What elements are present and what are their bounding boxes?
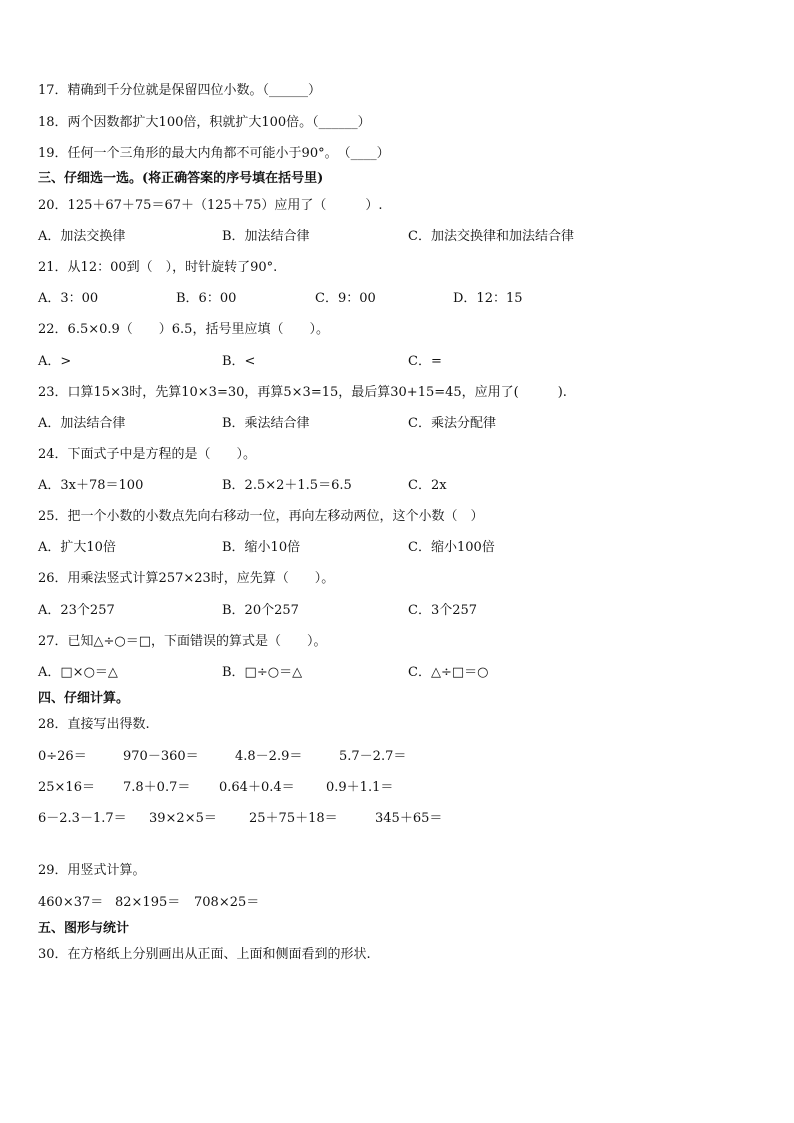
calc-item: 345＋65＝ — [375, 811, 443, 826]
q22-option-b: B．< — [222, 354, 256, 369]
question-27: 27．已知△÷○＝□，下面错误的算式是（ ）。 — [38, 634, 327, 649]
q22-option-c: C．= — [408, 354, 442, 369]
q23-option-c: C．乘法分配律 — [408, 416, 496, 431]
calc-item: 4.8－2.9＝ — [235, 749, 303, 764]
q26-option-c: C．3个257 — [408, 603, 478, 618]
calc-item: 7.8＋0.7＝ — [123, 780, 191, 795]
calc-item: 708×25＝ — [194, 895, 260, 910]
question-30: 30．在方格纸上分别画出从正面、上面和侧面看到的形状. — [38, 947, 371, 962]
q21-option-d: D．12：15 — [453, 291, 523, 306]
question-25: 25．把一个小数的小数点先向右移动一位，再向左移动两位，这个小数（ ） — [38, 509, 484, 524]
calc-item: 0.9＋1.1＝ — [326, 780, 394, 795]
q26-option-a: A．23个257 — [38, 603, 115, 618]
calc-item: 25×16＝ — [38, 780, 95, 795]
q20-option-c: C．加法交换律和加法结合律 — [408, 229, 574, 244]
question-21: 21．从12：00到（ ），时针旋转了90°. — [38, 260, 278, 275]
calc-item: 6－2.3－1.7＝ — [38, 811, 127, 826]
q24-option-c: C．2x — [408, 478, 447, 493]
q26-option-b: B．20个257 — [222, 603, 299, 618]
q20-option-a: A．加法交换律 — [38, 229, 126, 244]
q27-option-c: C．△÷□＝○ — [408, 665, 489, 680]
section-5-heading: 五、图形与统计 — [38, 921, 130, 936]
q25-option-a: A．扩大10倍 — [38, 540, 116, 555]
question-26: 26．用乘法竖式计算257×23时，应先算（ ）。 — [38, 571, 335, 586]
section-3-heading: 三、仔细选一选。(将正确答案的序号填在括号里) — [38, 171, 324, 186]
q20-option-b: B．加法结合律 — [222, 229, 310, 244]
section-4-heading: 四、仔细计算。 — [38, 691, 130, 706]
calc-item: 970－360＝ — [123, 749, 199, 764]
q21-option-c: C．9：00 — [315, 291, 376, 306]
question-24: 24．下面式子中是方程的是（ ）。 — [38, 447, 257, 462]
q24-option-a: A．3x＋78＝100 — [38, 478, 144, 493]
q25-option-b: B．缩小10倍 — [222, 540, 301, 555]
q27-option-a: A．□×○＝△ — [38, 665, 118, 680]
calc-item: 25＋75＋18＝ — [249, 811, 338, 826]
question-17: 17．精确到千分位就是保留四位小数。（______） — [38, 83, 322, 98]
q21-option-b: B．6：00 — [176, 291, 237, 306]
calc-item: 460×37＝ — [38, 895, 104, 910]
calc-item: 0.64＋0.4＝ — [219, 780, 295, 795]
q23-option-a: A．加法结合律 — [38, 416, 126, 431]
question-29: 29．用竖式计算。 — [38, 863, 146, 878]
calc-item: 5.7－2.7＝ — [339, 749, 407, 764]
question-28: 28．直接写出得数. — [38, 717, 150, 732]
question-18: 18．两个因数都扩大100倍，积就扩大100倍。（______） — [38, 115, 371, 130]
question-20: 20．125＋67＋75＝67＋（125＋75）应用了（ ）. — [38, 198, 383, 213]
q21-option-a: A．3：00 — [38, 291, 99, 306]
calc-item: 39×2×5＝ — [149, 811, 217, 826]
question-22: 22．6.5×0.9（ ）6.5，括号里应填（ ）。 — [38, 322, 329, 337]
question-19: 19．任何一个三角形的最大内角都不可能小于90°。 （____） — [38, 146, 390, 161]
question-23: 23．口算15×3时，先算10×3=30，再算5×3=15，最后算30+15=45，应用了( ). — [38, 385, 567, 400]
q25-option-c: C．缩小100倍 — [408, 540, 495, 555]
calc-item: 0÷26＝ — [38, 749, 87, 764]
q24-option-b: B．2.5×2＋1.5＝6.5 — [222, 478, 352, 493]
calc-item: 82×195＝ — [115, 895, 181, 910]
q22-option-a: A．> — [38, 354, 72, 369]
q23-option-b: B．乘法结合律 — [222, 416, 310, 431]
q27-option-b: B．□÷○＝△ — [222, 665, 303, 680]
